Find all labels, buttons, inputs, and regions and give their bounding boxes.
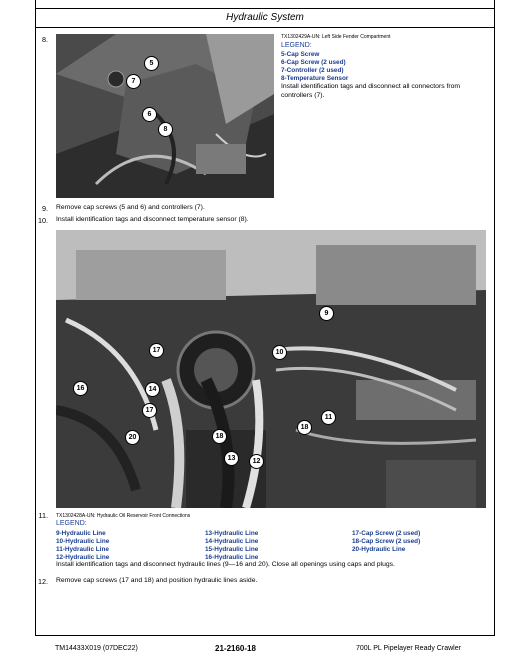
section-header: Hydraulic System (36, 9, 494, 28)
callout-20: 20 (125, 430, 140, 445)
callout-6: 6 (142, 107, 157, 122)
callout-17b: 17 (142, 403, 157, 418)
step-11-instruction: Install identification tags and disconnect hydraulic lines (9—16 and 20). Close all openings using caps and plugs. (56, 561, 395, 568)
legend-item-17: 17-Cap Screw (2 used) (352, 530, 421, 537)
legend-item-9: 9-Hydraulic Line (56, 530, 106, 537)
callout-5: 5 (144, 56, 159, 71)
legend-item-5: 5-Cap Screw (281, 51, 320, 58)
callout-9: 9 (319, 306, 334, 321)
photo-left-fender-image (56, 34, 274, 198)
footer-page-number: 21-2160-18 (215, 644, 256, 653)
step-10-text: Install identification tags and disconnect temperature sensor (8). (56, 216, 249, 223)
legend-item-6: 6-Cap Screw (2 used) (281, 59, 346, 66)
callout-10: 10 (272, 345, 287, 360)
step-10-number: 10. (38, 216, 48, 225)
legend-item-11: 11-Hydraulic Line (56, 546, 109, 553)
step-11-number: 11. (38, 511, 48, 520)
callout-18b: 18 (297, 420, 312, 435)
step-9-number: 9. (42, 204, 48, 213)
callout-17: 17 (149, 343, 164, 358)
callout-18: 18 (212, 429, 227, 444)
legend-item-13: 13-Hydraulic Line (205, 530, 259, 537)
legend-item-18: 18-Cap Screw (2 used) (352, 538, 421, 545)
step-12-number: 12. (38, 577, 48, 586)
photo-left-fender-compartment (56, 34, 274, 198)
legend-item-20: 20-Hydraulic Line (352, 546, 406, 553)
photo-caption-1: TX1302429A-UN: Left Side Fender Compartment (281, 34, 391, 40)
legend-title-2: LEGEND: (56, 520, 87, 527)
callout-13: 13 (224, 451, 239, 466)
callout-8: 8 (158, 122, 173, 137)
legend-item-7: 7-Controller (2 used) (281, 67, 344, 74)
callout-16: 16 (73, 381, 88, 396)
callout-11: 11 (321, 410, 336, 425)
photo-hydraulic-reservoir-front (56, 230, 486, 508)
legend-title-1: LEGEND: (281, 42, 312, 49)
legend-item-10: 10-Hydraulic Line (56, 538, 110, 545)
legend-item-15: 15-Hydraulic Line (205, 546, 259, 553)
step-12-text: Remove cap screws (17 and 18) and position hydraulic lines aside. (56, 577, 258, 584)
step-9-text: Remove cap screws (5 and 6) and controllers (7). (56, 204, 205, 211)
footer-product: 700L PL Pipelayer Ready Crawler (356, 645, 461, 652)
page-frame-top (35, 0, 495, 8)
legend-item-14: 14-Hydraulic Line (205, 538, 259, 545)
callout-14: 14 (145, 382, 160, 397)
photo-caption-2: TX1302428A-UN: Hydraulic Oil Reservoir Front Connections (56, 513, 191, 519)
callout-7: 7 (126, 74, 141, 89)
footer-doc-id: TM14433X019 (07DEC22) (55, 645, 138, 652)
legend-item-8: 8-Temperature Sensor (281, 75, 349, 82)
step-8-instruction: Install identification tags and disconnect all connectors from controllers (7). (281, 83, 461, 99)
legend-item-16: 16-Hydraulic Line (205, 554, 259, 561)
photo-hydraulic-reservoir-image (56, 230, 486, 508)
callout-12: 12 (249, 454, 264, 469)
legend-item-12: 12-Hydraulic Line (56, 554, 110, 561)
step-8-number: 8. (42, 35, 48, 44)
